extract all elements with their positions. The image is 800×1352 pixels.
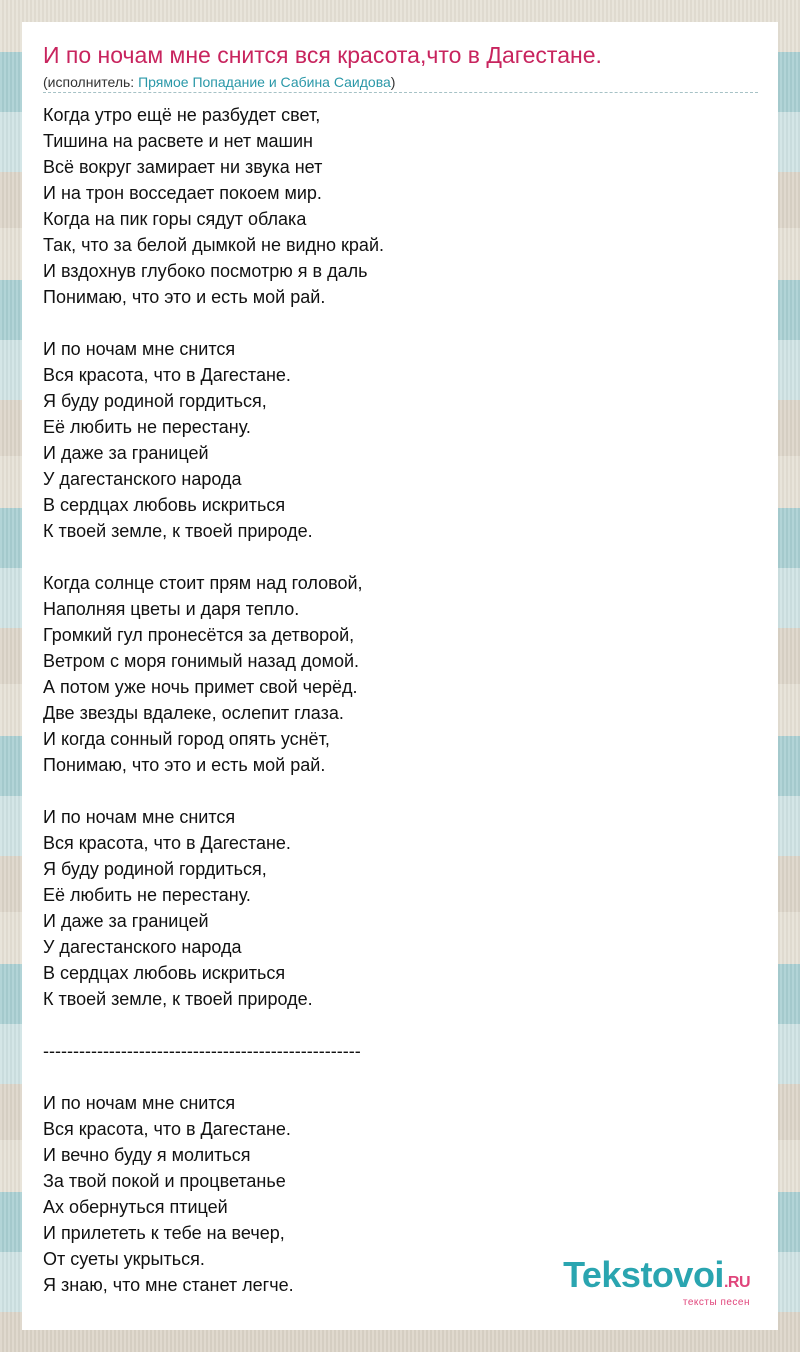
lyric-line: Я знаю, что мне станет легче. [43,1275,294,1295]
site-logo[interactable] [563,1254,750,1308]
lyric-line: Понимаю, что это и есть мой рай. [43,755,326,775]
lyric-line: И даже за границей [43,443,209,463]
lyrics-text [43,102,384,1298]
lyric-line: И по ночам мне снится [43,1093,236,1113]
lyric-line [43,544,384,570]
lyric-line: Всё вокруг замирает ни звука нет [43,157,323,177]
lyric-line: От суеты укрыться. [43,1249,205,1269]
lyric-line: За твой покой и процветанье [43,1171,286,1191]
lyric-line: И вечно буду я молиться [43,1145,251,1165]
lyric-line: И когда сонный город опять уснёт, [43,729,330,749]
artist-suffix: ) [390,74,396,90]
lyric-line: И вздохнув глубоко посмотрю я в даль [43,261,368,281]
lyric-line: Я буду родиной гордиться, [43,859,267,879]
lyric-line: Громкий гул пронесётся за детворой, [43,625,355,645]
lyric-line: А потом уже ночь примет свой черёд. [43,677,358,697]
title-divider [43,92,758,93]
lyric-line: Её любить не перестану. [43,885,251,905]
lyric-line: Вся красота, что в Дагестане. [43,365,291,385]
lyric-line: Тишина на расвете и нет машин [43,131,313,151]
logo-tld: .RU [723,1274,750,1291]
lyric-line [43,1012,384,1038]
lyric-line: Я буду родиной гордиться, [43,391,267,411]
lyric-line [43,1064,384,1090]
lyric-line: И по ночам мне снится [43,807,236,827]
logo-tagline: тексты песен [682,1297,750,1308]
lyrics-card [22,22,778,1330]
lyric-line: В сердцах любовь искриться [43,495,286,515]
lyric-line: Её любить не перестану. [43,417,251,437]
lyric-line: Так, что за белой дымкой не видно край. [43,235,384,255]
artist-link[interactable]: Прямое Попадание и Сабина Саидова [138,74,391,90]
lyric-line: К твоей земле, к твоей природе. [43,989,313,1009]
lyric-line [43,310,384,336]
lyric-line: Вся красота, что в Дагестане. [43,1119,291,1139]
lyric-line: Понимаю, что это и есть мой рай. [43,287,326,307]
lyric-line [43,778,384,804]
artist-prefix: (исполнитель: [43,74,139,90]
song-title: И по ночам мне снится вся красота,что в Дагестане. [43,42,602,68]
logo-name: Tekstovoi [563,1254,724,1295]
lyric-line: Наполняя цветы и даря тепло. [43,599,300,619]
lyric-line: К твоей земле, к твоей природе. [43,521,313,541]
lyric-line: В сердцах любовь искриться [43,963,286,983]
lyric-line: И по ночам мне снится [43,339,236,359]
lyric-line: Ах обернуться птицей [43,1197,228,1217]
lyric-line: Ветром с моря гонимый назад домой. [43,651,360,671]
lyric-line: Две звезды вдалеке, ослепит глаза. [43,703,344,723]
lyric-line: Когда утро ещё не разбудет свет, [43,105,321,125]
lyric-line: Когда на пик горы сядут облака [43,209,307,229]
lyric-line: У дагестанского народа [43,469,242,489]
lyric-line: И даже за границей [43,911,209,931]
lyric-line: И прилететь к тебе на вечер, [43,1223,285,1243]
artist-line [43,74,395,90]
lyric-line: И на трон восседает покоем мир. [43,183,322,203]
lyric-line: У дагестанского народа [43,937,242,957]
lyric-line: ----------------------------------------------------- [43,1041,361,1061]
lyric-line: Вся красота, что в Дагестане. [43,833,291,853]
lyric-line: Когда солнце стоит прям над головой, [43,573,363,593]
